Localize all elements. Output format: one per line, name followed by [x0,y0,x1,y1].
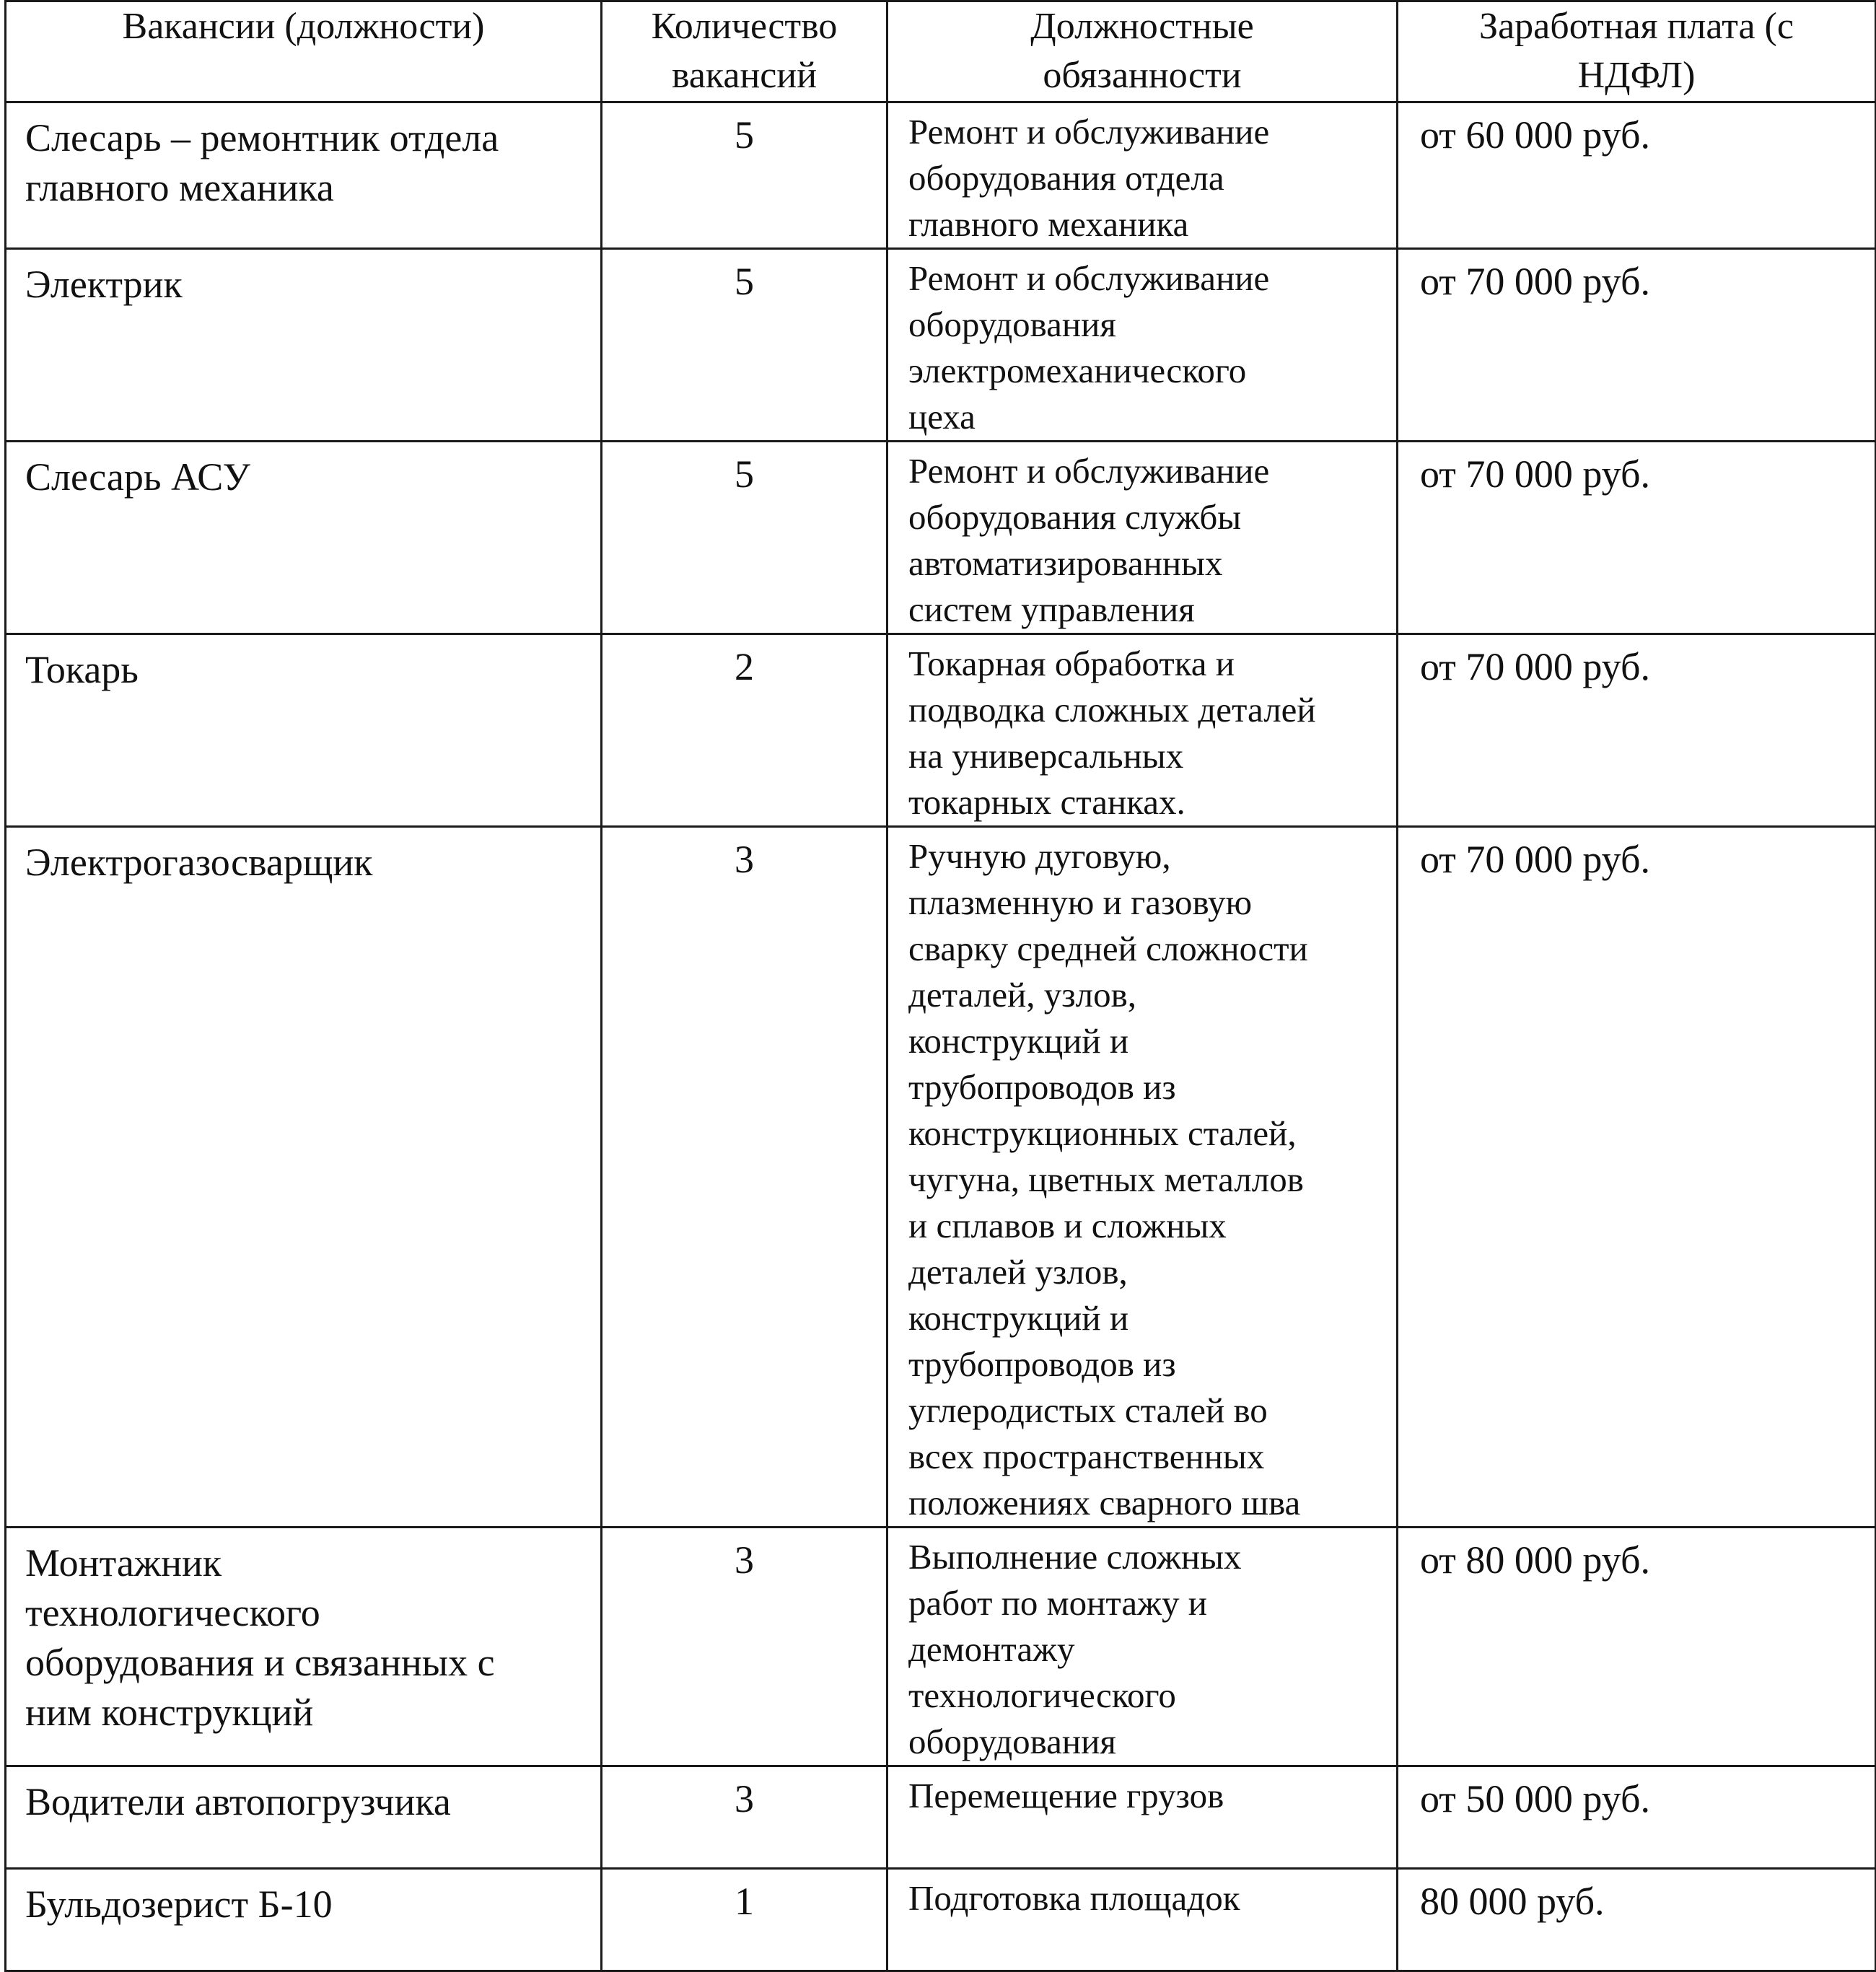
duties-cell: Ремонт и обслуживание оборудования электромеханического цеха [887,249,1398,442]
position-cell: Электрик [6,249,602,442]
position-cell: Слесарь АСУ [6,442,602,634]
table-row [6,1766,1876,1869]
salary-cell: от 70 000 руб. [1398,442,1876,634]
header-salary: Заработная плата (с НДФЛ) [1398,1,1876,102]
position-cell: Электрогазосварщик [6,827,602,1528]
table-row [6,827,1876,1528]
table-row [6,442,1876,634]
duties-cell: Ручную дуговую, плазменную и газовую сварку средней сложности деталей, узлов, конструкций и трубопроводов из конструкционных сталей, чугуна, цветных металлов и сплавов и сложных деталей узлов, конструкций и трубопроводов из углеродистых сталей во всех пространственных положениях сварного шва [887,827,1398,1528]
duties-cell: Выполнение сложных работ по монтажу и демонтажу технологического оборудования [887,1528,1398,1766]
salary-cell: от 50 000 руб. [1398,1766,1876,1869]
count-cell: 3 [602,1766,887,1869]
vacancies-table [4,0,1876,1972]
salary-cell: от 80 000 руб. [1398,1528,1876,1766]
header-count: Количество вакансий [602,1,887,102]
position-cell: Слесарь – ремонтник отдела главного механика [6,102,602,249]
count-cell: 5 [602,102,887,249]
table-row [6,634,1876,827]
position-cell: Токарь [6,634,602,827]
duties-cell: Ремонт и обслуживание оборудования отдела главного механика [887,102,1398,249]
count-cell: 2 [602,634,887,827]
header-position: Вакансии (должности) [6,1,602,102]
table-row [6,102,1876,249]
position-cell: Водители автопогрузчика [6,1766,602,1869]
salary-cell: от 60 000 руб. [1398,102,1876,249]
count-cell: 5 [602,442,887,634]
salary-cell: от 70 000 руб. [1398,249,1876,442]
table-row [6,249,1876,442]
count-cell: 3 [602,827,887,1528]
duties-cell: Перемещение грузов [887,1766,1398,1869]
count-cell: 5 [602,249,887,442]
position-cell: Бульдозерист Б-10 [6,1869,602,1971]
table-row [6,1528,1876,1766]
duties-cell: Ремонт и обслуживание оборудования службы автоматизированных систем управления [887,442,1398,634]
header-duties: Должностные обязанности [887,1,1398,102]
table-row [6,1869,1876,1971]
duties-cell: Токарная обработка и подводка сложных деталей на универсальных токарных станках. [887,634,1398,827]
salary-cell: от 70 000 руб. [1398,634,1876,827]
count-cell: 3 [602,1528,887,1766]
position-cell: Монтажник технологического оборудования и связанных с ним конструкций [6,1528,602,1766]
duties-cell: Подготовка площадок [887,1869,1398,1971]
salary-cell: от 70 000 руб. [1398,827,1876,1528]
table-header-row [6,1,1876,102]
count-cell: 1 [602,1869,887,1971]
vacancies-document [4,0,1876,1972]
salary-cell: 80 000 руб. [1398,1869,1876,1971]
